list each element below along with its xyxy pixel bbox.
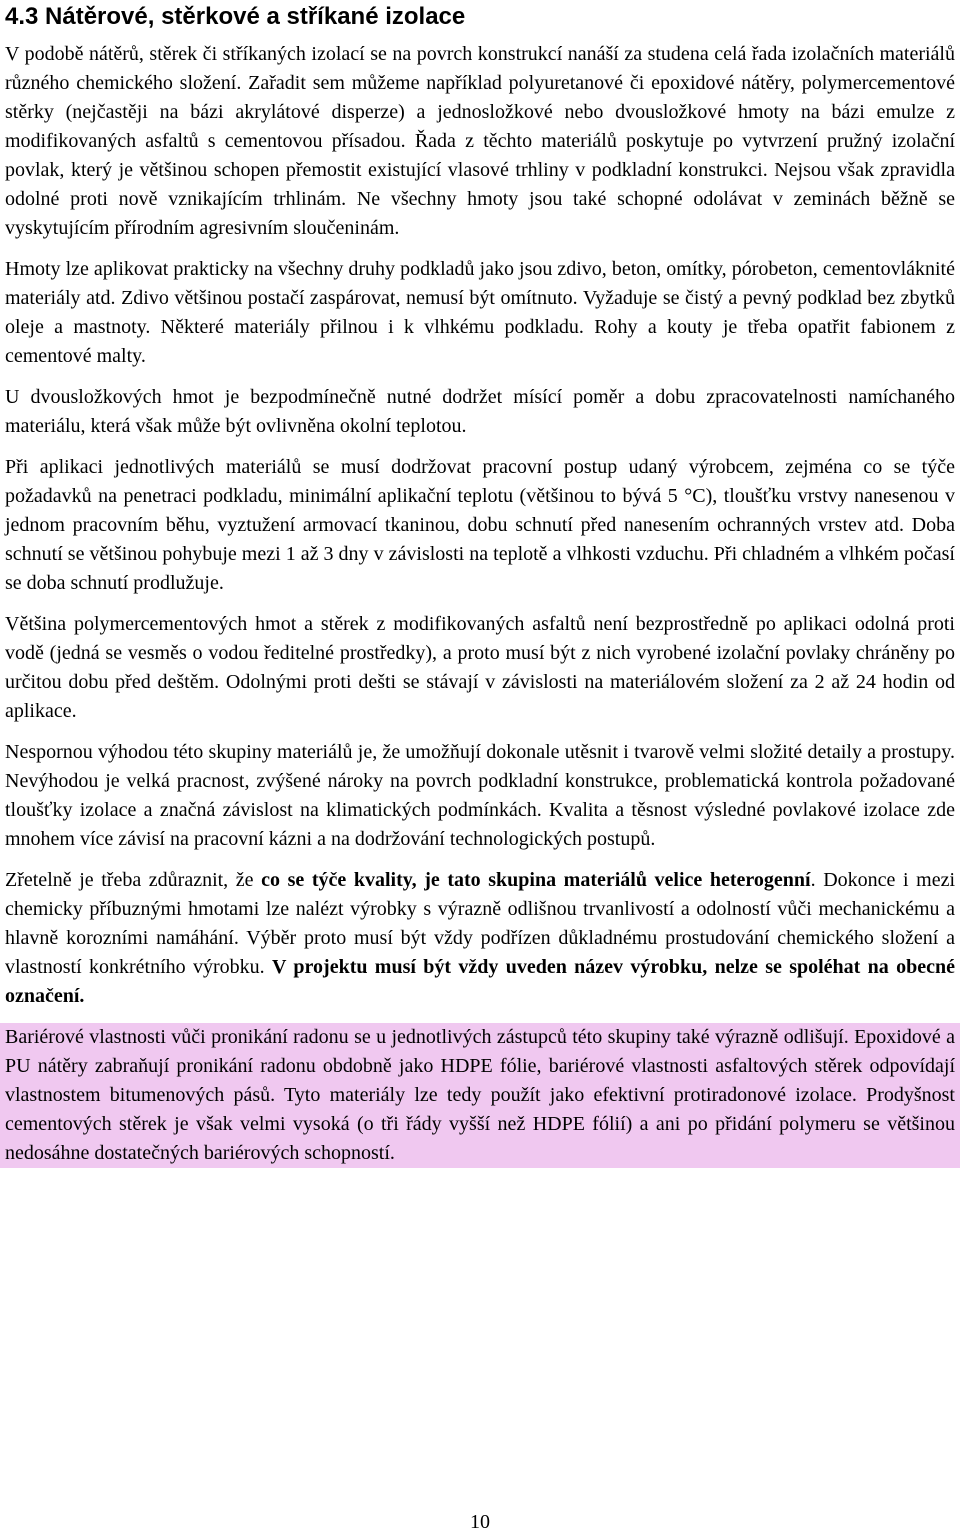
paragraph-application: Při aplikaci jednotlivých materiálů se musí dodržovat pracovní postup udaný výrobcem, zejména co se týče požadavků na penetraci podkladu, minimální aplikační teplotu (většinou to bývá 5 °C), tloušťku vrstvy nanesenou v jednom pracovním běhu, vyztužení armovací tkaninou, dobu schnutí před nanesením ochranných vrstev atd. Doba schnutí se většinou pohybuje mezi 1 až 3 dny v závislosti na teplotě a vlhkosti vzduchu. Při chladném a vlhkém počasí se doba schnutí prodlužuje. xyxy=(5,456,955,594)
quality-bold-2: V projektu musí být vždy uveden název výrobku, nelze se spoléhat na obecné označení. xyxy=(5,956,955,1007)
document-page xyxy=(5,0,955,1168)
paragraph-quality xyxy=(5,866,955,1011)
paragraph-two-component: U dvousložkových hmot je bezpodmínečně nutné dodržet mísící poměr a dobu zpracovatelnosti namíchaného materiálu, která však může být ovlivněna okolní teplotou. xyxy=(5,386,955,437)
page-number: 10 xyxy=(470,1511,490,1533)
quality-text-2: . Dokonce i mezi chemicky příbuznými hmotami lze nalézt výrobky s výrazně odlišnou trvanlivostí a odolností vůči mechanickému a hlavně korozními namáhání. Výběr proto musí být vždy podřízen důkladnému prostudování chemického složení a vlastností konkrétního výrobku. xyxy=(5,869,956,978)
radon-highlight-box xyxy=(0,1023,960,1168)
paragraph-intro: V podobě nátěrů, stěrek či stříkaných izolací se na povrch konstrukcí nanáší za studena celá řada izolačních materiálů různého chemického složení. Zařadit sem můžeme například polyuretanové či epoxidové nátěry, polymercementové stěrky (nejčastěji na bázi akrylátové disperze) a jednosložkové nebo dvousložkové hmoty na bázi emulze z modifikovaných asfaltů s cementovou přísadou. Řada z těchto materiálů poskytuje po vytvrzení pružný izolační povlak, který je většinou schopen přemostit existující vlasové trhliny v podkladní konstrukci. Nejsou však zpravidla odolné proti nově vznikajícím trhlinám. Ne všechny hmoty jsou také schopné odolávat v zeminách běžně se vyskytujícím přírodním agresivním sloučeninám. xyxy=(5,43,955,239)
section-heading: 4.3 Nátěrové, stěrkové a stříkané izolace xyxy=(5,3,466,30)
paragraph-advantages: Nespornou výhodou této skupiny materiálů je, že umožňují dokonale utěsnit i tvarově velmi složité detaily a prostupy. Nevýhodou je velká pracnost, zvýšené nároky na povrch podkladní konstrukce, problematická kontrola požadované tloušťky izolace a značná závislost na klimatických podmínkách. Kvalita a těsnost výsledné povlakové izolace zde mnohem více závisí na pracovní kázni a na dodržování technologických postupů. xyxy=(5,741,955,850)
paragraph-substrates: Hmoty lze aplikovat prakticky na všechny druhy podkladů jako jsou zdivo, beton, omítky, pórobeton, cementovláknité materiály atd. Zdivo většinou postačí zaspárovat, nemusí být omítnuto. Vyžaduje se čistý a pevný podklad bez zbytků oleje a mastnoty. Některé materiály přilnou i k vlhkému podkladu. Rohy a kouty je třeba opatřit fabionem z cementové malty. xyxy=(5,258,955,367)
quality-text-1: Zřetelně je třeba zdůraznit, že xyxy=(5,869,262,891)
paragraph-water-resistance: Většina polymercementových hmot a stěrek z modifikovaných asfaltů není bezprostředně po aplikaci odolná proti vodě (jedná se vesměs o vodou ředitelné prostředky), a proto musí být z nich vyrobené izolační povlaky chráněny po určitou dobu před deštěm. Odolnými proti dešti se stávají v závislosti na materiálovém složení za 2 až 24 hodin od aplikace. xyxy=(5,613,955,722)
paragraph-radon-barrier: Bariérové vlastnosti vůči pronikání radonu se u jednotlivých zástupců této skupiny také výrazně odlišují. Epoxidové a PU nátěry zabraňují pronikání radonu obdobně jako HDPE fólie, bariérové vlastnosti asfaltových stěrek odpovídají vlastnostem bitumenových pásů. Tyto materiály lze tedy použít jako efektivní protiradonové izolace. Prodyšnost cementových stěrek je však velmi vysoká (o tři řády vyšší než HDPE fólií) a ani po přidání polymeru se většinou nedosáhne dostatečných bariérových schopností. xyxy=(5,1026,955,1164)
quality-bold-1: co se týče kvality, je tato skupina materiálů velice heterogenní xyxy=(261,869,811,891)
